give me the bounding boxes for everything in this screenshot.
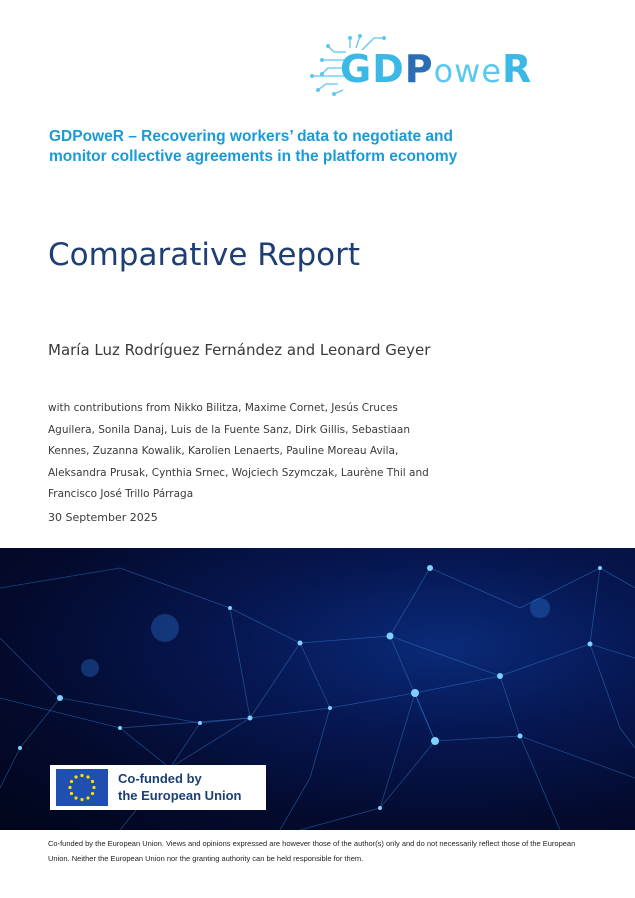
network-hero-image bbox=[0, 548, 635, 830]
eu-badge-text bbox=[118, 770, 242, 804]
logo-part-p: P bbox=[404, 47, 434, 91]
logo-part-r: R bbox=[502, 47, 533, 91]
eu-badge-line2: the European Union bbox=[118, 788, 242, 803]
authors: María Luz Rodríguez Fernández and Leonard Geyer bbox=[48, 341, 431, 359]
logo-part-owe: owe bbox=[433, 52, 503, 90]
report-title: Comparative Report bbox=[48, 237, 361, 273]
funding-disclaimer: Co-funded by the European Union. Views and opinions expressed are however those of the author(s) only and do not necessarily reflect those of the European Union. Neither the European Union nor the granting authority can be held responsible for them. bbox=[48, 839, 576, 863]
eu-cofunded-badge bbox=[50, 765, 266, 810]
contributors: with contributions from Nikko Bilitza, Maxime Cornet, Jesús Cruces Aguilera, Sonila Danaj, Luis de la Fuente Sanz, Dirk Gillis, Sebastiaan Kennes, Zuzanna Kowalik, Karolien Lenaerts, Pauline Moreau Avila, Aleksandra Prusak, Cynthia Srnec, Wojciech Szymczak, Laurène Thil and Francisco José Trillo Párraga bbox=[48, 402, 429, 500]
report-date: 30 September 2025 bbox=[48, 511, 158, 524]
logo-part-gd: GD bbox=[340, 47, 405, 91]
eu-badge-line1: Co-funded by bbox=[118, 771, 202, 786]
eu-flag-icon bbox=[56, 769, 108, 806]
project-subtitle: GDPoweR – Recovering workers’ data to negotiate and monitor collective agreements in the platform economy bbox=[49, 128, 458, 165]
gdpower-logo bbox=[340, 47, 533, 91]
